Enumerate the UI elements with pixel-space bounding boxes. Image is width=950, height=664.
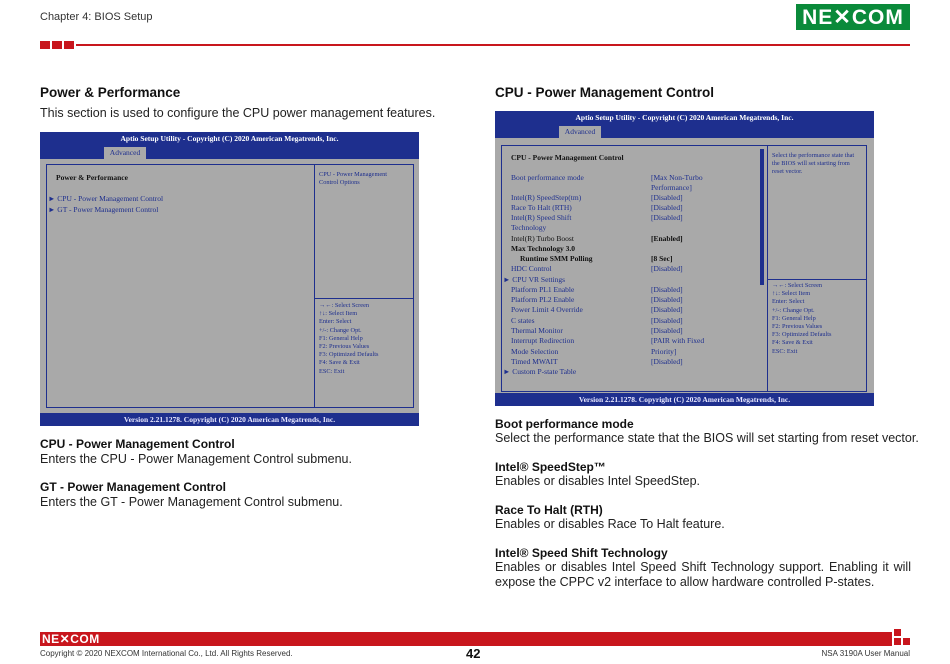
desc-title-race-to-halt: Race To Halt (RTH) [495,503,603,517]
desc-text-speed-shift: Enables or disables Intel Speed Shift Technology support. Enabling it will expose the CPPC v2 interface to allow hardware controlled P-states. [495,560,911,589]
desc-text-cpu-power: Enters the CPU - Power Management Control submenu. [40,452,352,466]
bios-setting-value: [8 Sec] [651,254,673,263]
bios-item-cpu-power[interactable]: ► CPU - Power Management Control [48,194,164,203]
desc-title-boot-performance: Boot performance mode [495,417,634,431]
bios-setting-value[interactable]: [Max Non-Turbo [651,173,703,182]
bios-setting-label: Max Technology 3.0 [511,244,575,253]
bios-setting-label[interactable]: Intel(R) SpeedStep(tm) [511,193,582,202]
bios-setting-label[interactable]: C states [511,316,535,325]
bios-titlebar: Aptio Setup Utility - Copyright (C) 2020 American Megatrends, Inc. [40,132,419,146]
bios-setting-label[interactable]: Platform PL1 Enable [511,285,575,294]
bios-setting-label[interactable]: Technology [511,223,547,232]
bios-heading: Power & Performance [56,173,128,182]
bios-setting-value[interactable]: [Disabled] [651,203,683,212]
desc-text-gt-power: Enters the GT - Power Management Control submenu. [40,495,343,509]
bios-scrollbar[interactable] [760,149,764,285]
bios-setting-value[interactable]: [Disabled] [651,213,683,222]
bios-setting-value[interactable]: [Disabled] [651,357,683,366]
bios-titlebar: Aptio Setup Utility - Copyright (C) 2020 American Megatrends, Inc. [495,111,874,125]
header-rule [76,44,910,46]
bios-setting-label[interactable]: Mode Selection [511,347,559,356]
footer-rule [40,632,892,646]
bios-setting-value[interactable]: [Disabled] [651,285,683,294]
bios-screen-cpu-power [495,111,874,406]
desc-title-gt-power: GT - Power Management Control [40,480,227,494]
bios-setting-label[interactable]: Boot performance mode [511,173,584,182]
bios-tab-advanced[interactable]: Advanced [559,126,601,138]
bios-setting-label[interactable]: Timed MWAIT [511,357,558,366]
desc-text-race-to-halt: Enables or disables Race To Halt feature. [495,517,725,531]
nexcom-logo: NE✕COM [796,4,910,30]
bios-setting-label[interactable]: Interrupt Redirection [511,336,575,345]
bios-item-gt-power[interactable]: ► GT - Power Management Control [48,205,159,214]
bios-setting-value[interactable]: Performance] [651,183,692,192]
page-number: 42 [466,646,481,661]
bios-setting-value[interactable]: [Disabled] [651,326,683,335]
bios-key-legend: →←: Select Screen ↑↓: Select Item Enter: Select +/-: Change Opt. F1: General Help F2: Previous Values F3: Optimized Defaults F4: Save & Exit ESC: Exit [319,302,379,375]
bios-setting-label[interactable]: Thermal Monitor [511,326,563,335]
bios-setting-label: Runtime SMM Polling [520,254,593,263]
bios-tab-advanced[interactable]: Advanced [104,147,146,159]
manual-name: NSA 3190A User Manual [821,649,910,658]
bios-screen-power-performance [40,132,419,426]
chapter-title: Chapter 4: BIOS Setup [40,11,153,23]
bios-setting-value[interactable]: [Disabled] [651,316,683,325]
bios-setting-label[interactable]: Race To Halt (RTH) [511,203,572,212]
bios-heading: CPU - Power Management Control [511,153,624,162]
bios-setting-value[interactable]: [Disabled] [651,264,683,273]
footer-squares [894,629,910,646]
section-title-cpu-power: CPU - Power Management Control [495,85,715,100]
section-intro: This section is used to configure the CPU power management features. [40,106,436,120]
bios-setting-value[interactable]: [PAIR with Fixed [651,336,705,345]
bios-setting-label[interactable]: HDC Control [511,264,552,273]
desc-title-speedstep: Intel® SpeedStep™ [495,460,606,474]
bios-setting-value[interactable]: [Disabled] [651,295,683,304]
section-title-power-performance: Power & Performance [40,85,181,100]
bios-submenu-custom-pstate[interactable]: ► Custom P-state Table [503,367,577,376]
bios-setting-value[interactable]: [Disabled] [651,193,683,202]
desc-text-boot-performance: Select the performance state that the BIOS will set starting from reset vector. [495,431,919,445]
bios-key-legend: →←: Select Screen ↑↓: Select Item Enter: Select +/-: Change Opt. F1: General Help F2: Previous Values F3: Optimized Defaults F4: Save & Exit ESC: Exit [772,282,832,355]
bios-setting-label[interactable]: Platform PL2 Enable [511,295,575,304]
bios-setting-value: [Enabled] [651,234,683,243]
bios-submenu-cpu-vr[interactable]: ► CPU VR Settings [503,275,566,284]
bios-setting-label: Intel(R) Turbo Boost [511,234,574,243]
footer-logo: NE✕COM [42,632,100,646]
bios-help-text: Select the performance state that the BIOS will set starting from reset vector. [772,152,855,176]
copyright-text: Copyright © 2020 NEXCOM International Co., Ltd. All Rights Reserved. [40,649,293,658]
bios-help-text: CPU - Power Management Control Options [319,171,388,187]
desc-title-speed-shift: Intel® Speed Shift Technology [495,546,668,560]
bios-setting-value[interactable]: Priority] [651,347,677,356]
bios-setting-label[interactable]: Power Limit 4 Override [511,305,583,314]
desc-title-cpu-power: CPU - Power Management Control [40,437,235,451]
bios-setting-label[interactable]: Intel(R) Speed Shift [511,213,572,222]
header-squares [40,41,74,49]
bios-footer: Version 2.21.1278. Copyright (C) 2020 American Megatrends, Inc. [40,413,419,426]
bios-footer: Version 2.21.1278. Copyright (C) 2020 American Megatrends, Inc. [495,393,874,406]
desc-text-speedstep: Enables or disables Intel SpeedStep. [495,474,700,488]
bios-setting-value[interactable]: [Disabled] [651,305,683,314]
